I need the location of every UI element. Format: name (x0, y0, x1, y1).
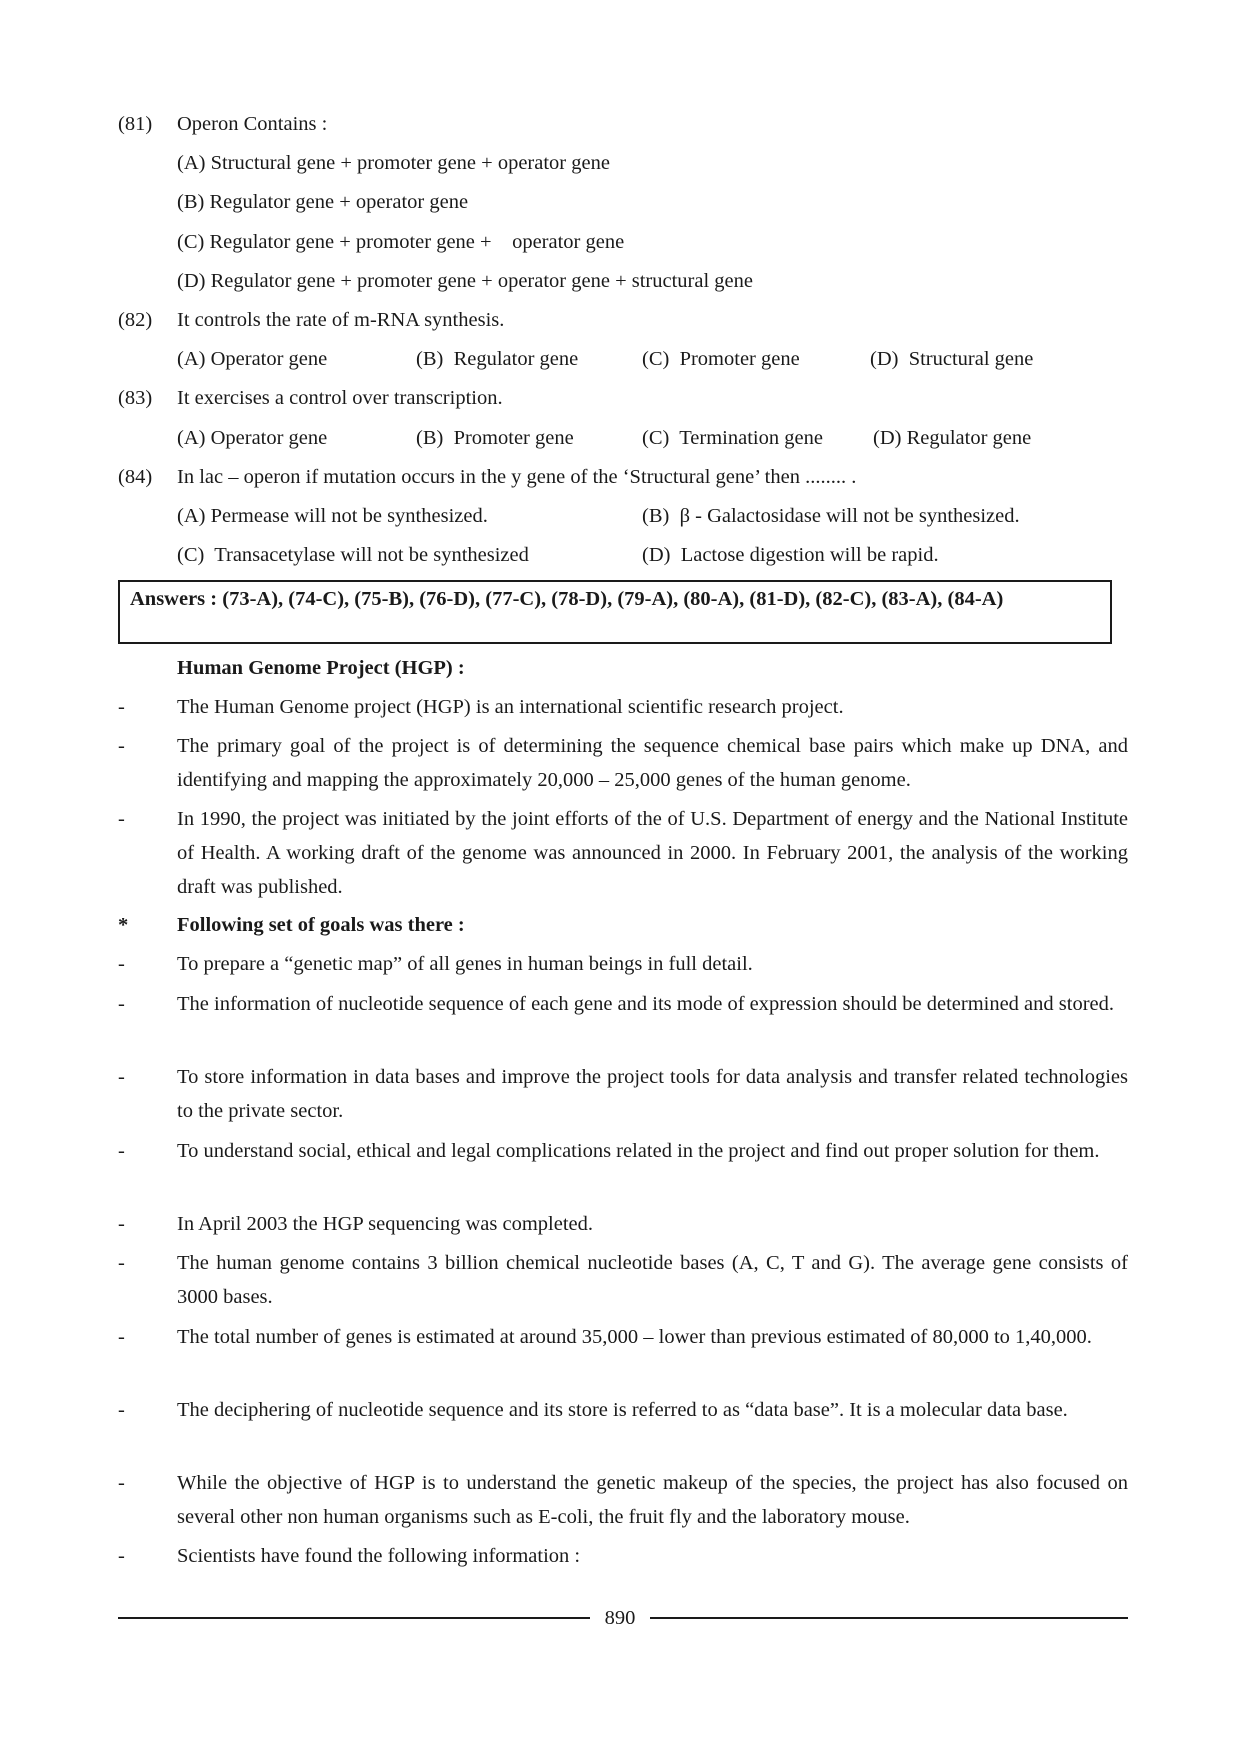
bullet-text: The deciphering of nucleotide sequence and its store is referred to as “data base”. It is a molecular data base. (177, 1399, 1068, 1421)
bullet-text: The human genome contains 3 billion chemical nucleotide bases (A, C, T and G). The average gene consists of 3000 bases. (177, 1252, 1128, 1308)
dash-marker: - (118, 1213, 125, 1235)
bullet-text: In April 2003 the HGP sequencing was completed. (177, 1213, 593, 1235)
bullet-text: The total number of genes is estimated at around 35,000 – lower than previous estimated of 80,000 to 1,40,000. (177, 1326, 1092, 1348)
option-d: (D) Regulator gene (873, 427, 1032, 449)
dash-marker: - (118, 1140, 125, 1162)
dash-marker: - (118, 696, 125, 718)
option-text: (B) Regulator gene + operator gene (177, 191, 469, 213)
dash-marker: - (118, 1066, 125, 1088)
dash-marker: - (118, 808, 125, 830)
question-text: Operon Contains : (177, 113, 328, 135)
dash-marker: - (118, 1472, 125, 1494)
question-number: (82) (118, 309, 153, 331)
option-a: (A) Operator gene (177, 427, 328, 449)
star-marker: * (118, 914, 129, 936)
option-d: (D) Lactose digestion will be rapid. (642, 544, 939, 566)
option-b: (B) β - Galactosidase will not be synthesized. (642, 505, 1020, 527)
option-b: (B) Promoter gene (416, 427, 574, 449)
question-number: (83) (118, 387, 153, 409)
bullet-text: To understand social, ethical and legal complications related in the project and find out proper solution for them. (177, 1140, 1100, 1162)
bullet-text: Scientists have found the following information : (177, 1545, 581, 1567)
dash-marker: - (118, 953, 125, 975)
section-heading: Human Genome Project (HGP) : (177, 657, 465, 679)
answers-box: Answers : (73-A), (74-C), (75-B), (76-D), (77-C), (78-D), (79-A), (80-A), (81-D), (82-C), (83-A), (84-A) (118, 580, 1112, 644)
question-text: It exercises a control over transcription. (177, 387, 503, 409)
page-number: 890 (604, 1607, 636, 1629)
option-text: (A) Structural gene + promoter gene + operator gene (177, 152, 610, 174)
question-number: (84) (118, 466, 153, 488)
bullet-text: The primary goal of the project is of determining the sequence chemical base pairs which make up DNA, and identifying and mapping the approximately 20,000 – 25,000 genes of the human genome. (177, 735, 1128, 791)
option-b: (B) Regulator gene (416, 348, 579, 370)
question-number: (81) (118, 113, 153, 135)
dash-marker: - (118, 735, 125, 757)
dash-marker: - (118, 1326, 125, 1348)
dash-marker: - (118, 1252, 125, 1274)
question-text: It controls the rate of m-RNA synthesis. (177, 309, 505, 331)
option-a: (A) Permease will not be synthesized. (177, 505, 488, 527)
dash-marker: - (118, 1399, 125, 1421)
option-c: (C) Termination gene (642, 427, 823, 449)
goals-subheading-text: Following set of goals was there : (177, 914, 465, 936)
bullet-text: The information of nucleotide sequence of each gene and its mode of expression should be determined and stored. (177, 993, 1115, 1015)
option-a: (A) Operator gene (177, 348, 328, 370)
dash-marker: - (118, 1545, 125, 1567)
option-c: (C) Transacetylase will not be synthesized (177, 544, 529, 566)
bullet-text: The Human Genome project (HGP) is an international scientific research project. (177, 696, 844, 718)
footer-rule-left (118, 1617, 590, 1619)
option-c: (C) Promoter gene (642, 348, 800, 370)
bullet-text: In 1990, the project was initiated by the joint efforts of the of U.S. Department of energy and the National Institute of Health. A working draft of the genome was announced in 2000. In February 2001, the analysis of the working draft was published. (177, 808, 1128, 898)
option-text: (D) Regulator gene + promoter gene + operator gene + structural gene (177, 270, 754, 292)
option-d: (D) Structural gene (870, 348, 1034, 370)
question-text: In lac – operon if mutation occurs in the y gene of the ‘Structural gene’ then ........ . (177, 466, 857, 488)
footer-rule-right (650, 1617, 1128, 1619)
bullet-text: To store information in data bases and improve the project tools for data analysis and transfer related technologies to the private sector. (177, 1066, 1128, 1122)
bullet-text: To prepare a “genetic map” of all genes in human beings in full detail. (177, 953, 753, 975)
option-text: (C) Regulator gene + promoter gene + operator gene (177, 231, 625, 253)
dash-marker: - (118, 993, 125, 1015)
bullet-text: While the objective of HGP is to understand the genetic makeup of the species, the project has also focused on several other non human organisms such as E-coli, the fruit fly and the laboratory mouse. (177, 1472, 1128, 1528)
